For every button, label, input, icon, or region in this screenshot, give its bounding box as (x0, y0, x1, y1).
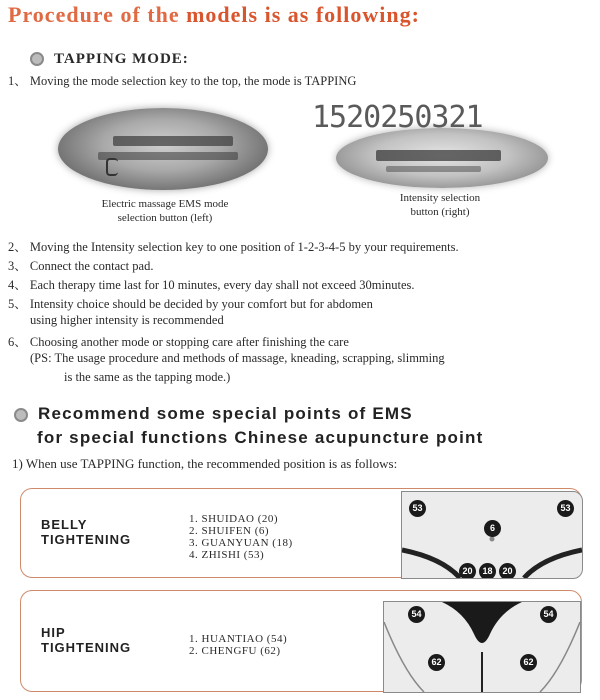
belly-point: 1. SHUIDAO (20) (189, 513, 279, 525)
belly-label (41, 517, 131, 547)
intensity-photo-caption-line2: button (right) (410, 206, 470, 218)
intensity-button-photo (336, 128, 548, 188)
belly-tightening-card (20, 488, 582, 578)
hip-tightening-card (20, 590, 582, 692)
ems-mode-button-photo (58, 108, 268, 190)
belly-acupoint-diagram (401, 491, 583, 579)
step-3: 3、 Connect the contact pad. (8, 259, 154, 273)
marker-62-left: 62 (428, 654, 445, 671)
title-part1: Procedure of the (8, 2, 180, 27)
tapping-heading-row (30, 50, 189, 68)
marker-54-left: 54 (408, 606, 425, 623)
belly-point: 2. SHUIFEN (6) (189, 525, 270, 537)
ems-photo-caption (60, 197, 270, 225)
ems-heading-line2: for special functions Chinese acupuncture point (37, 428, 484, 447)
belly-points-list (189, 513, 293, 561)
ps-note: (PS: The usage procedure and methods of massage, kneading, scrapping, slimming (30, 351, 445, 365)
hip-points-list (189, 633, 287, 657)
step-5-cont: using higher intensity is recommended (30, 313, 224, 327)
ems-photo-caption-line1: Electric massage EMS mode (101, 198, 229, 210)
marker-62-right: 62 (520, 654, 537, 671)
hip-label (41, 625, 131, 655)
hip-point: 1. HUANTIAO (54) (189, 633, 288, 645)
belly-point: 3. GUANYUAN (18) (189, 537, 293, 549)
title-part2: models is as following: (186, 2, 420, 27)
bullet-circle-icon (30, 52, 44, 66)
marker-18: 18 (479, 563, 496, 579)
ps-note-cont: is the same as the tapping mode.) (64, 370, 231, 384)
tapping-heading: TAPPING MODE: (54, 51, 189, 67)
bullet-circle-icon-2 (14, 408, 28, 422)
marker-54-right: 54 (540, 606, 557, 623)
belly-point: 4. ZHISHI (53) (189, 549, 265, 561)
hip-acupoint-diagram (383, 601, 581, 693)
ems-photo-caption-line2: selection button (left) (117, 212, 213, 224)
watermark-number: 1520250321 (312, 100, 483, 135)
marker-53-right: 53 (557, 500, 574, 517)
marker-20-right: 20 (499, 563, 516, 579)
hip-label-line1: HIP (41, 625, 66, 640)
page-title (8, 2, 598, 28)
intensity-photo-caption (355, 191, 525, 219)
step-1: 1、 Moving the mode selection key to the top, the mode is TAPPING (8, 74, 357, 88)
belly-label-line2: TIGHTENING (41, 532, 132, 547)
marker-6: 6 (484, 520, 501, 537)
step-2: 2、 Moving the Intensity selection key to one position of 1-2-3-4-5 by your requirements. (8, 240, 459, 254)
step-5: 5、 Intensity choice should be decided by your comfort but for abdomen (8, 297, 373, 311)
hip-label-line2: TIGHTENING (41, 640, 132, 655)
step-6: 6、 Choosing another mode or stopping care after finishing the care (8, 335, 349, 349)
intensity-photo-caption-line1: Intensity selection (399, 192, 481, 204)
hip-point: 2. CHENGFU (62) (189, 645, 281, 657)
belly-label-line1: BELLY (41, 517, 88, 532)
ems-heading-row (14, 404, 413, 424)
step-4: 4、 Each therapy time last for 10 minutes, every day shall not exceed 30minutes. (8, 278, 415, 292)
tapping-position-note: 1) When use TAPPING function, the recommended position is as follows: (12, 456, 398, 471)
ems-heading-line1: Recommend some special points of EMS (38, 404, 413, 423)
marker-53-left: 53 (409, 500, 426, 517)
marker-20-left: 20 (459, 563, 476, 579)
